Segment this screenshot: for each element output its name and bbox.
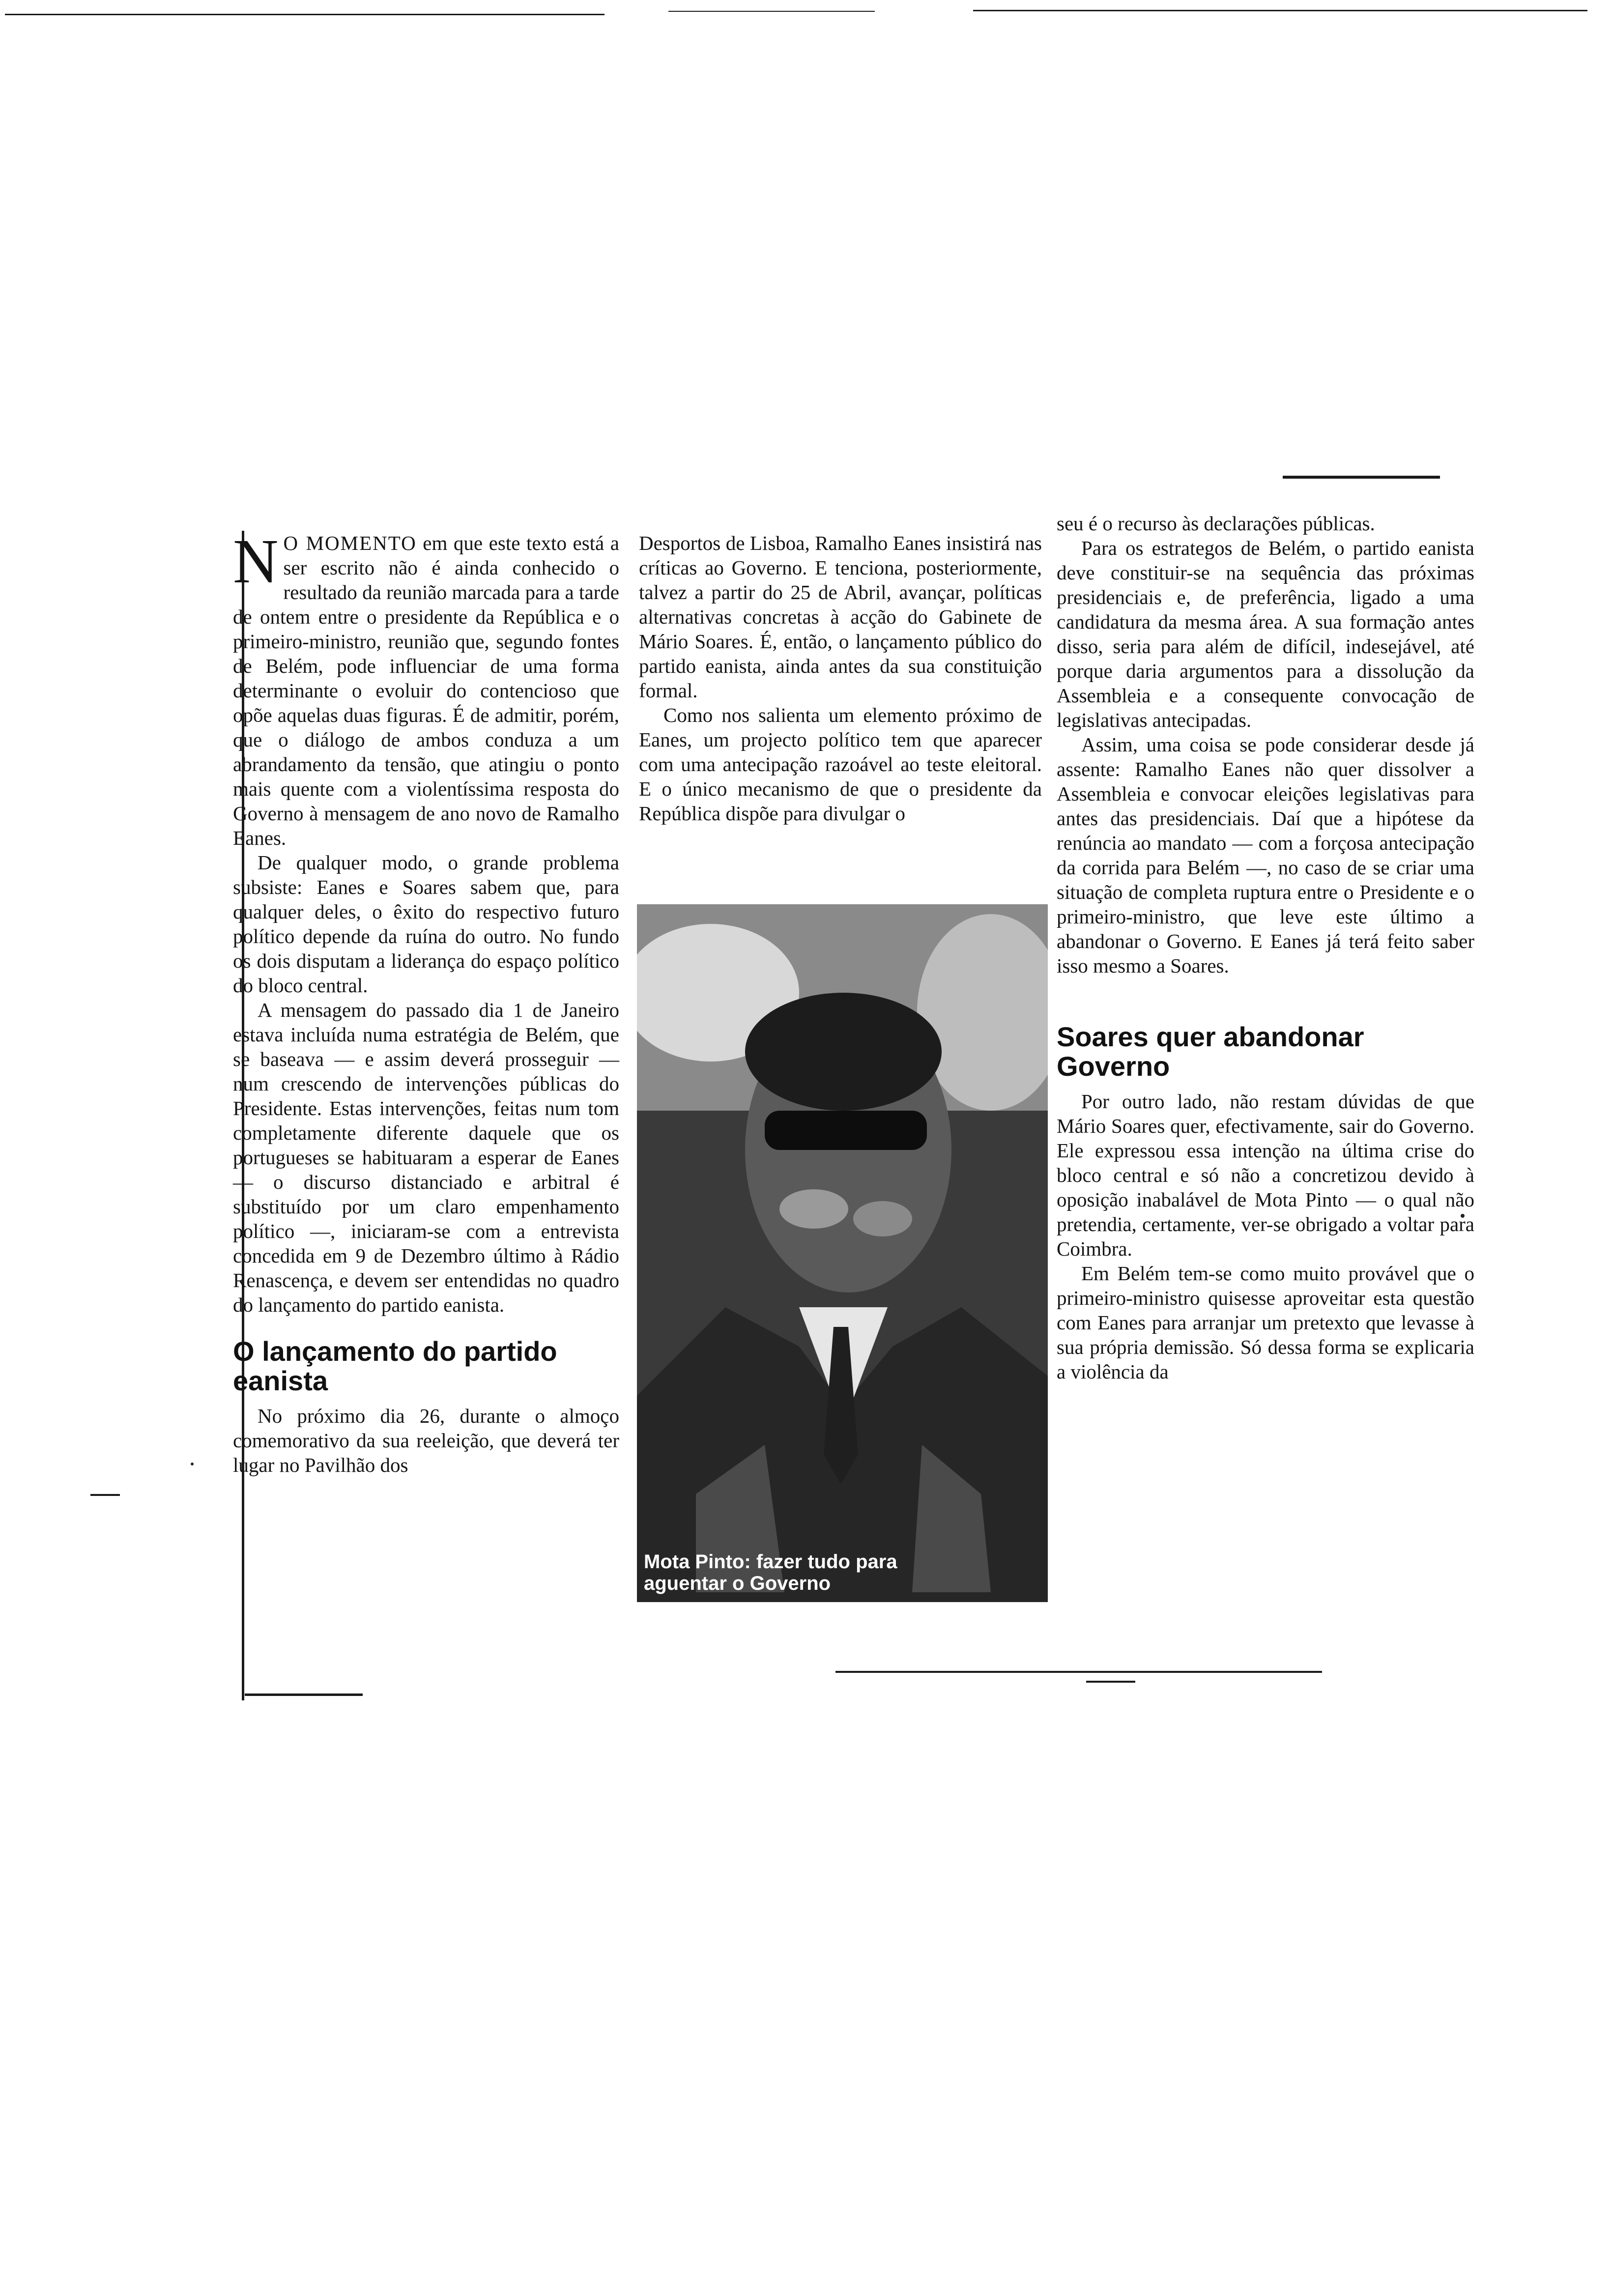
paragraph: De qualquer modo, o grande problema subsiste: Eanes e Soares sabem que, para qualquer deles, o êxito do respectivo futuro político depende da ruína do outro. No fundo os dois disputam a liderança do espaço político do bloco central. (233, 851, 619, 997)
article-column-2 (639, 531, 1042, 826)
paragraph: Assim, uma coisa se pode considerar desde já assente: Ramalho Eanes não quer dissolver a Assembleia e convocar eleições legislativas para antes das presidenciais. Daí que a hipótese da renúncia ao mandato — com a forçosa antecipação da corrida para Belém —, no caso de se criar uma situação de completa ruptura entre o Presidente e o primeiro-ministro, que leve este último a abandonar o Governo. E Eanes já terá feito saber isso mesmo a Soares. (1057, 733, 1474, 977)
subheading: Soares quer abandonar Governo (1057, 1021, 1364, 1082)
photo-caption: Mota Pinto: fazer tudo para aguentar o Governo (644, 1551, 897, 1594)
scan-speck (191, 1463, 194, 1465)
paragraph: Em Belém tem-se como muito provável que o primeiro-ministro quisesse aproveitar esta questão com Eanes para arranjar um pretexto que levasse à sua própria demissão. Só dessa forma se explicaria a violência da (1057, 1262, 1474, 1383)
paragraph: seu é o recurso às declarações públicas. (1057, 512, 1375, 535)
top-scan-line-mid (668, 11, 875, 12)
bottom-left-rule (245, 1693, 363, 1696)
subheading: O lançamento do partido eanista (233, 1336, 557, 1396)
lead-in: O MOMENTO (283, 532, 417, 554)
paragraph: No próximo dia 26, durante o almoço comemorativo da sua reeleição, que deverá ter lugar no Pavilhão dos (233, 1405, 619, 1476)
paragraph: em que este texto está a ser escrito não é ainda conhecido o resultado da reunião marcada para a tarde de ontem entre o presidente da República e o primeiro-ministro, reunião que, segundo fontes de Belém, pode influenciar de uma forma determinante o evoluir do contencioso que opõe aquelas duas figuras. É de admitir, porém, que o diálogo de ambos conduza a um abrandamento da tensão, que atingiu o ponto mais quente com a violentíssima resposta do Governo à mensagem de ano novo de Ramalho Eanes. (233, 532, 620, 849)
paragraph: Como nos salienta um elemento próximo de Eanes, um projecto político tem que aparecer com uma antecipação razoável ao teste eleitoral. E o único mecanismo de que o presidente da República dispõe para divulgar o (639, 704, 1042, 825)
top-right-rule (1283, 476, 1440, 479)
portrait-image (637, 904, 1048, 1602)
top-scan-line-right (973, 10, 1587, 11)
portrait-photo (637, 904, 1048, 1602)
left-edge-mark (90, 1494, 120, 1496)
drop-cap: N (233, 526, 279, 596)
paragraph: Para os estrategos de Belém, o partido eanista deve constituir-se na sequência das próximas presidenciais e, de preferência, ligado a uma candidatura da mesma área. A sua formação antes disso, seria para além de difícil, indesejável, até porque daria argumentos para a dissolução da Assembleia e a consequente convocação de legislativas antecipadas. (1057, 537, 1474, 731)
bottom-rule-short (1086, 1681, 1135, 1683)
bottom-rule-main (835, 1671, 1322, 1673)
paragraph: A mensagem do passado dia 1 de Janeiro estava incluída numa estratégia de Belém, que se baseava — e assim deverá prosseguir — num crescendo de intervenções públicas do Presidente. Estas intervenções, feitas num tom completamente diferente daquele que os portugueses se habituaram a esperar de Eanes — o discurso distanciado e arbitral é substituído por um claro empenhamento político —, iniciaram-se com a entrevista concedida em 9 de Dezembro último à Rádio Renascença, e devem ser entendidas no quadro do lançamento do partido eanista. (233, 999, 619, 1316)
paragraph: Por outro lado, não restam dúvidas de que Mário Soares quer, efectivamente, sair do Governo. Ele expressou essa intenção na última crise do bloco central e só não a concretizou devido à oposição inabalável de Mota Pinto — o qual não pretendia, certamente, ver-se obrigado a voltar para Coimbra. (1057, 1090, 1474, 1260)
article-column-3 (1057, 511, 1474, 1384)
top-scan-line-left (5, 14, 604, 15)
paragraph: Desportos de Lisboa, Ramalho Eanes insistirá nas críticas ao Governo. E tenciona, posteriormente, talvez a partir do 25 de Abril, avançar, políticas alternativas concretas à acção do Gabinete de Mário Soares. É, então, o lançamento público do partido eanista, ainda antes da sua constituição formal. (639, 532, 1042, 702)
article-column-1 (233, 526, 620, 1477)
